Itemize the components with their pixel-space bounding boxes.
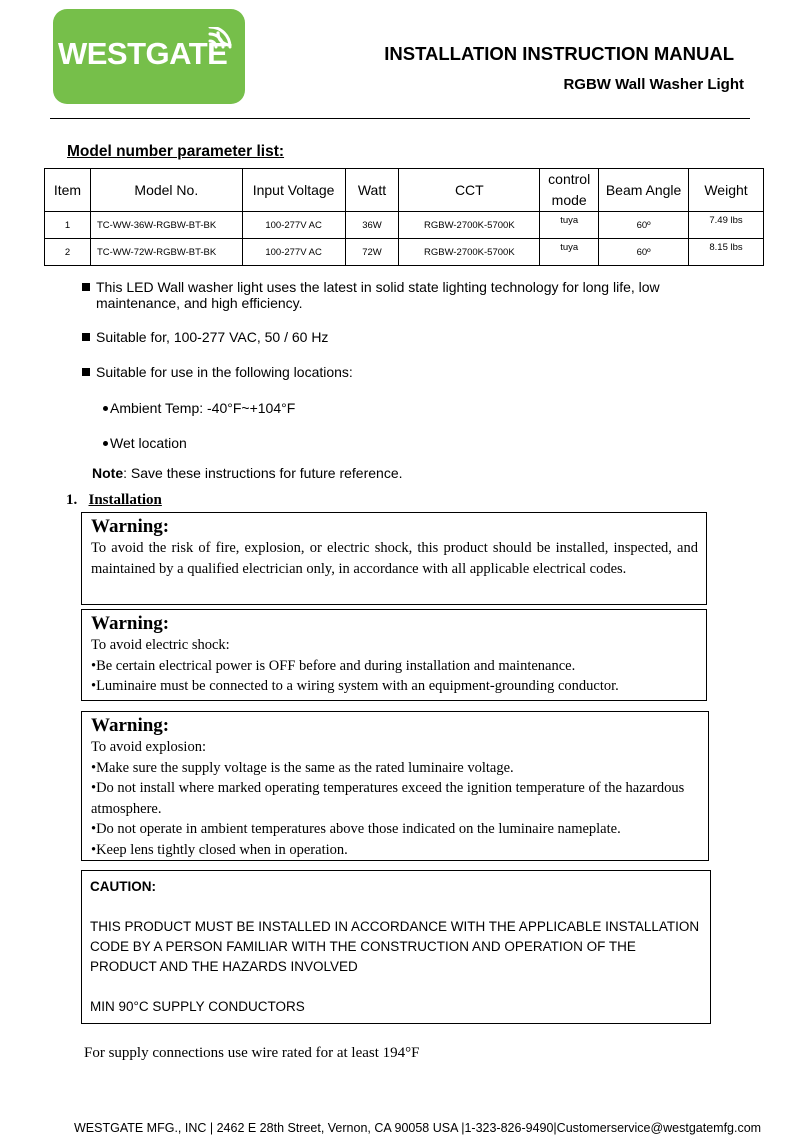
note-line: Note: Save these instructions for future reference.: [92, 465, 403, 481]
section-heading: 1. Installation: [66, 492, 162, 508]
warning-title: Warning:: [91, 715, 170, 736]
square-bullet-icon: [82, 333, 90, 341]
table-row: [45, 212, 764, 239]
warning-title: Warning:: [91, 516, 170, 537]
page-footer: WESTGATE MFG., INC | 2462 E 28th Street, Vernon, CA 90058 USA |1-323-826-9490|Customerservice@westgatemfg.com: [74, 1121, 762, 1135]
bullet-item: This LED Wall washer light uses the latest in solid state lighting technology for long life, low maintenance, and high efficiency.: [82, 279, 696, 311]
header-divider: [50, 118, 750, 119]
round-bullet-icon: [103, 406, 108, 411]
table-header-cell: Watt: [345, 169, 399, 212]
caution-box: [81, 870, 711, 1024]
table-header-cell: control mode: [540, 169, 599, 212]
warning-intro: To avoid electric shock:: [91, 637, 230, 653]
table-cell: RGBW-2700K-5700K: [399, 239, 540, 266]
table-header-cell: CCT: [399, 169, 540, 212]
sub-bullet-item: Wet location: [103, 435, 187, 451]
table-header-cell: Model No.: [90, 169, 242, 212]
table-cell: tuya: [540, 212, 599, 239]
table-header-cell: Item: [45, 169, 91, 212]
warning-list-item: •Do not install where marked operating temperatures exceed the ignition temperature of the hazardous atmosphere.: [91, 780, 685, 817]
table-cell: 60º: [599, 212, 689, 239]
warning-list-item: •Make sure the supply voltage is the same as the rated luminaire voltage.: [91, 759, 514, 776]
caution-title: CAUTION:: [90, 879, 156, 894]
warning-intro: To avoid explosion:: [91, 739, 206, 755]
warning-title: Warning:: [91, 613, 170, 634]
caution-text: THIS PRODUCT MUST BE INSTALLED IN ACCORDANCE WITH THE APPLICABLE INSTALLATION CODE BY A PERSON FAMILIAR WITH THE CONSTRUCTION AND OPERATION OF THE PRODUCT AND THE HAZARDS INVOLVED: [90, 919, 700, 974]
table-cell: 36W: [345, 212, 399, 239]
table-cell: 100-277V AC: [242, 239, 345, 266]
table-header-cell: Input Voltage: [242, 169, 345, 212]
table-title: Model number parameter list:: [67, 143, 285, 160]
manual-subtitle: RGBW Wall Washer Light: [563, 76, 744, 93]
warning-list-item: •Do not operate in ambient temperatures above those indicated on the luminaire nameplate.: [91, 821, 621, 837]
warning-list-item: •Keep lens tightly closed when in operation.: [91, 841, 348, 858]
caution-min-conductors: MIN 90°C SUPPLY CONDUCTORS: [90, 999, 305, 1014]
bullet-item: Suitable for, 100-277 VAC, 50 / 60 Hz: [82, 329, 328, 345]
wireless-signal-icon: [200, 27, 240, 67]
table-cell: 100-277V AC: [242, 212, 345, 239]
table-cell: 2: [45, 239, 91, 266]
square-bullet-icon: [82, 283, 90, 291]
warning-text: To avoid the risk of fire, explosion, or electric shock, this product should be installed, inspected, and maintained by a qualified electrician only, in accordance with all applicable electrical codes.: [91, 540, 698, 577]
warning-list-item: •Be certain electrical power is OFF before and during installation and maintenance.: [91, 657, 576, 674]
warning-box-fire: [81, 512, 707, 605]
warning-box-shock: [81, 609, 707, 701]
table-row: [45, 239, 764, 266]
round-bullet-icon: [103, 441, 108, 446]
table-cell: tuya: [540, 239, 599, 266]
manual-title: INSTALLATION INSTRUCTION MANUAL: [384, 43, 734, 64]
table-cell: 1: [45, 212, 91, 239]
table-cell: 7.49 lbs: [689, 212, 764, 239]
warning-list-item: •Luminaire must be connected to a wiring system with an equipment-grounding conductor.: [91, 678, 619, 694]
table-cell: 72W: [345, 239, 399, 266]
table-cell: RGBW-2700K-5700K: [399, 212, 540, 239]
table-header-cell: Weight: [689, 169, 764, 212]
table-header-cell: Beam Angle: [599, 169, 689, 212]
square-bullet-icon: [82, 368, 90, 376]
table-cell: TC-WW-36W-RGBW-BT-BK: [90, 212, 242, 239]
table-cell: 60º: [599, 239, 689, 266]
table-cell: TC-WW-72W-RGBW-BT-BK: [90, 239, 242, 266]
brand-logo-text: WESTGATE: [58, 36, 228, 71]
bullet-item: Suitable for use in the following locations:: [82, 364, 353, 380]
supply-note: For supply connections use wire rated for at least 194°F: [84, 1045, 420, 1061]
warning-box-explosion: [81, 711, 709, 861]
sub-bullet-item: Ambient Temp: -40°F~+104°F: [103, 400, 295, 416]
model-parameter-table: [44, 168, 764, 266]
table-header-row: [45, 169, 764, 212]
table-cell: 8.15 lbs: [689, 239, 764, 266]
